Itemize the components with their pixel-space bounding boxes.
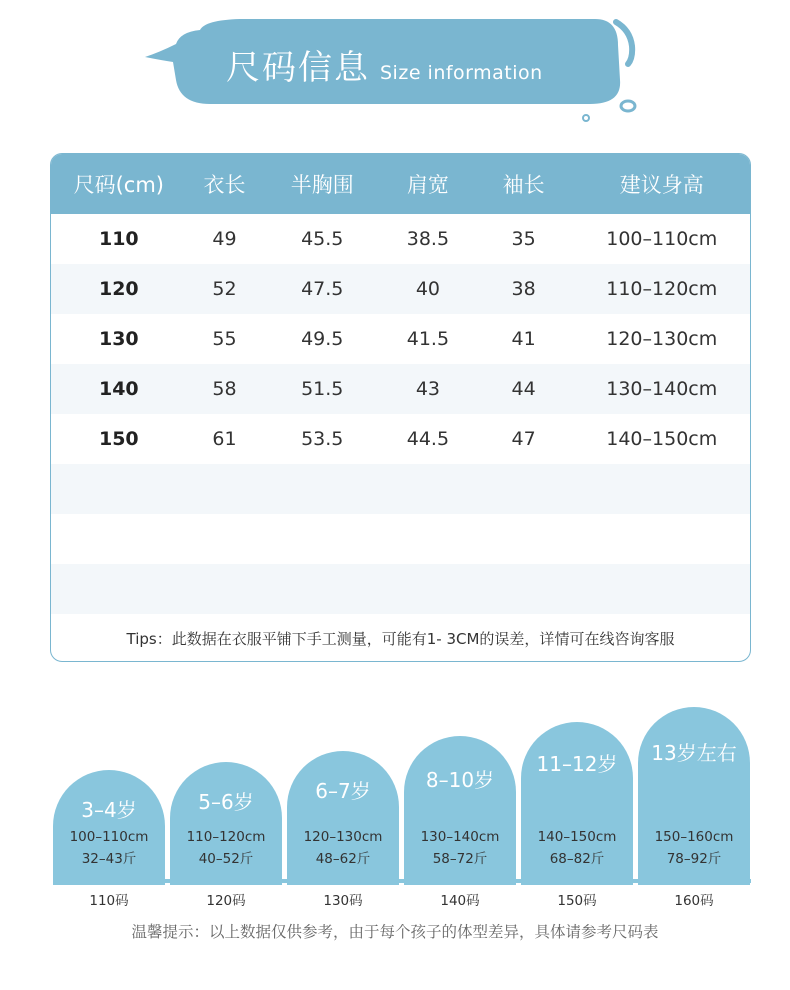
- cell-sleeve: 47: [511, 428, 536, 450]
- cell-sleeve: 44: [511, 378, 536, 400]
- table-row: [51, 364, 750, 414]
- height-range: 100–110cm: [69, 829, 149, 845]
- cell-height: 130–140cm: [606, 378, 718, 400]
- tips-text: Tips：此数据在衣服平铺下手工测量，可能有1- 3CM的误差，详情可在线咨询客服: [126, 630, 675, 648]
- title-chinese: 尺码信息: [226, 48, 370, 88]
- cell-length: 55: [212, 328, 237, 350]
- table-row-empty: [51, 564, 750, 614]
- cell-half-chest: 53.5: [301, 428, 344, 450]
- cell-half-chest: 49.5: [301, 328, 344, 350]
- cell-half-chest: 45.5: [301, 228, 344, 250]
- cell-half-chest: 47.5: [301, 278, 344, 300]
- weight-range: 40–52斤: [198, 851, 254, 867]
- table-row-empty: [51, 464, 750, 514]
- weight-range: 48–62斤: [315, 851, 371, 867]
- age-arch-110: [53, 770, 165, 885]
- height-range: 120–130cm: [303, 829, 383, 845]
- age-label: 8–10岁: [425, 768, 495, 792]
- cell-half-chest: 51.5: [301, 378, 344, 400]
- header-length: 衣长: [203, 173, 246, 197]
- table-header: [51, 154, 750, 214]
- height-range: 130–140cm: [420, 829, 500, 845]
- height-range: 150–160cm: [654, 829, 734, 845]
- cell-height: 110–120cm: [606, 278, 718, 300]
- height-range: 140–150cm: [537, 829, 617, 845]
- cell-sleeve: 35: [511, 228, 536, 250]
- cell-shoulder: 43: [415, 378, 440, 400]
- age-label: 6–7岁: [315, 779, 371, 803]
- weight-range: 78–92斤: [666, 851, 722, 867]
- cell-shoulder: 41.5: [406, 328, 450, 350]
- cell-shoulder: 38.5: [406, 228, 450, 250]
- cell-length: 58: [212, 378, 237, 400]
- cell-height: 140–150cm: [606, 428, 718, 450]
- height-range: 110–120cm: [186, 829, 266, 845]
- weight-range: 58–72斤: [432, 851, 488, 867]
- cell-shoulder: 44.5: [406, 428, 450, 450]
- size-label: 140码: [440, 893, 480, 909]
- age-arch-130: [287, 751, 399, 885]
- size-table: [50, 153, 751, 662]
- table-row-empty: [51, 514, 750, 564]
- age-chart-baseline: [53, 879, 751, 883]
- cell-height: 100–110cm: [606, 228, 718, 250]
- table-row: [51, 214, 750, 264]
- age-arch-150: [521, 722, 633, 885]
- cell-size: 150: [98, 428, 139, 450]
- age-label: 11–12岁: [536, 752, 618, 776]
- title-english: Size information: [380, 62, 543, 84]
- page-title: [226, 40, 543, 90]
- header-banner: [0, 0, 790, 140]
- weight-range: 32–43斤: [81, 851, 137, 867]
- size-labels: [53, 889, 751, 909]
- cell-length: 52: [212, 278, 237, 300]
- header-sleeve: 袖长: [502, 173, 545, 197]
- cell-size: 110: [98, 228, 139, 250]
- header-height: 建议身高: [619, 173, 704, 197]
- age-chart: [53, 700, 751, 885]
- size-label: 120码: [206, 893, 246, 909]
- age-arch-120: [170, 762, 282, 885]
- cell-shoulder: 40: [415, 278, 440, 300]
- size-label: 130码: [323, 893, 363, 909]
- age-arch-160: [638, 707, 750, 885]
- age-label: 5–6岁: [198, 790, 254, 814]
- cell-sleeve: 38: [511, 278, 536, 300]
- cell-size: 130: [98, 328, 139, 350]
- age-label: 3–4岁: [81, 798, 137, 822]
- size-label: 110码: [89, 893, 129, 909]
- cell-size: 140: [98, 378, 139, 400]
- size-label: 160码: [674, 893, 714, 909]
- age-arch-140: [404, 736, 516, 885]
- reminder-note: 温馨提示：以上数据仅供参考，由于每个孩子的体型差异，具体请参考尺码表: [131, 923, 659, 941]
- cell-length: 61: [212, 428, 237, 450]
- cell-sleeve: 41: [511, 328, 536, 350]
- table-row: [51, 264, 750, 314]
- weight-range: 68–82斤: [549, 851, 605, 867]
- table-row: [51, 314, 750, 364]
- age-label: 13岁左右: [651, 741, 737, 765]
- header-size: 尺码(cm): [73, 173, 164, 197]
- size-label: 150码: [557, 893, 597, 909]
- header-half-chest: 半胸围: [290, 173, 354, 197]
- cell-size: 120: [98, 278, 139, 300]
- header-shoulder: 肩宽: [406, 173, 449, 197]
- table-row: [51, 414, 750, 464]
- cell-length: 49: [212, 228, 237, 250]
- cell-height: 120–130cm: [606, 328, 718, 350]
